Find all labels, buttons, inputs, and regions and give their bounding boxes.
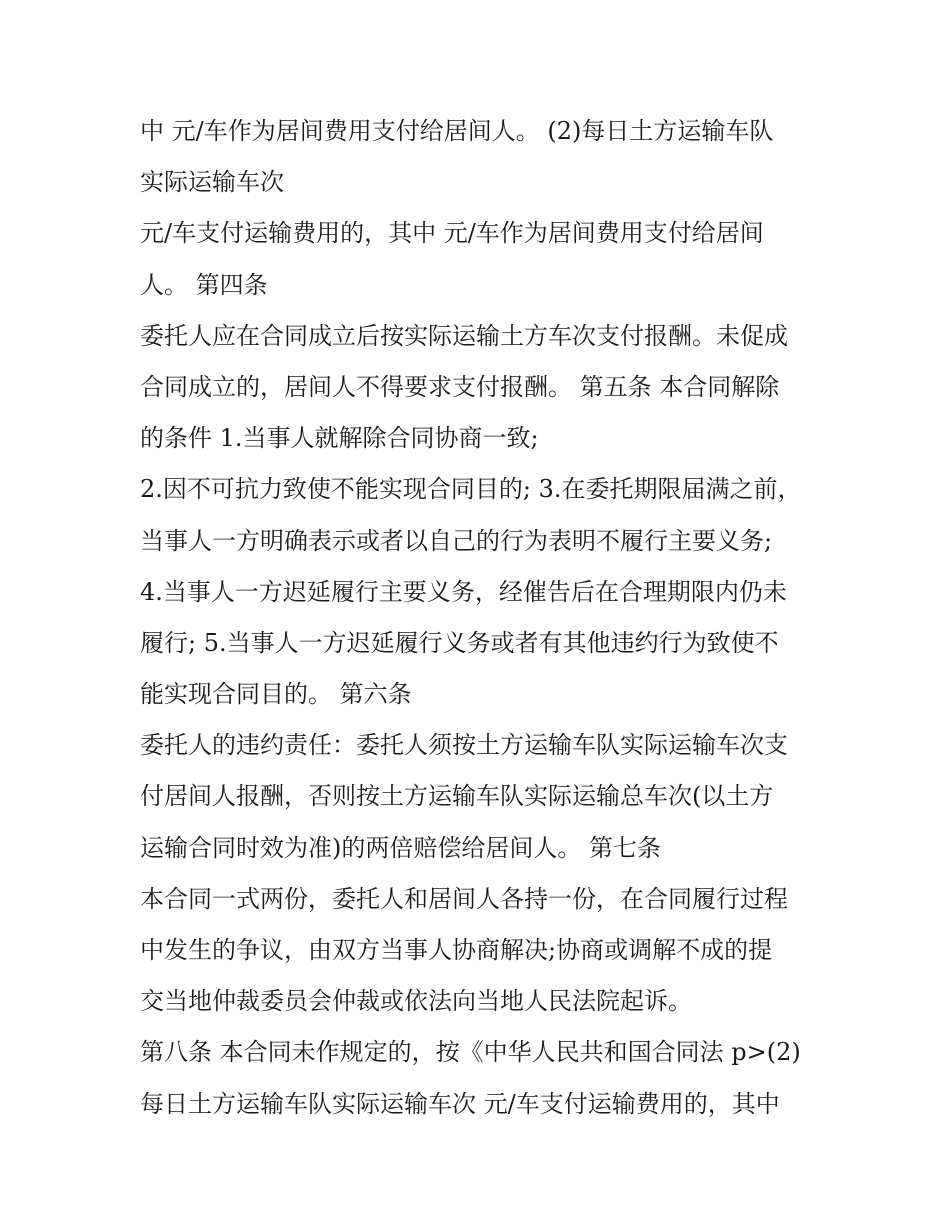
- text-line: 的条件 1.当事人就解除合同协商一致;: [140, 424, 539, 453]
- text-line: 付居间人报酬，否则按土方运输车队实际运输总车次(以土方: [140, 782, 774, 811]
- text-line: 运输合同时效为准)的两倍赔偿给居间人。 第七条: [140, 833, 661, 862]
- text-line: 委托人的违约责任：委托人须按土方运输车队实际运输车次支: [140, 731, 788, 760]
- text-line: 交当地仲裁委员会仲裁或依法向当地人民法院起诉。: [140, 987, 692, 1016]
- text-line: 人。 第四条: [140, 270, 268, 299]
- text-line: 合同成立的，居间人不得要求支付报酬。 第五条 本合同解除: [140, 372, 780, 401]
- text-line: 元/车支付运输费用的，其中 元/车作为居间费用支付给居间: [140, 219, 764, 248]
- text-line: 实际运输车次: [140, 168, 284, 197]
- text-line: 中发生的争议，由双方当事人协商解决;协商或调解不成的提: [140, 936, 773, 964]
- text-line: 中 元/车作为居间费用支付给居间人。 (2)每日土方运输车队: [140, 117, 774, 145]
- text-line: 履行; 5.当事人一方迟延履行义务或者有其他违约行为致使不: [140, 628, 779, 657]
- text-line: 当事人一方明确表示或者以自己的行为表明不履行主要义务;: [140, 526, 773, 555]
- text-line: 委托人应在合同成立后按实际运输土方车次支付报酬。未促成: [140, 321, 788, 350]
- text-line: 本合同一式两份，委托人和居间人各持一份，在合同履行过程: [140, 884, 788, 913]
- contract-text: [140, 106, 830, 1130]
- text-line: 能实现合同目的。 第六条: [140, 680, 412, 709]
- text-line: 4.当事人一方迟延履行主要义务，经催告后在合理期限内仍未: [140, 577, 787, 606]
- text-line: 每日土方运输车队实际运输车次 元/车支付运输费用的，其中: [140, 1089, 780, 1118]
- text-line: 第八条 本合同未作规定的，按《中华人民共和国合同法 p>(2): [140, 1038, 801, 1067]
- text-line: 2.因不可抗力致使不能实现合同目的; 3.在委托期限届满之前，: [140, 475, 802, 504]
